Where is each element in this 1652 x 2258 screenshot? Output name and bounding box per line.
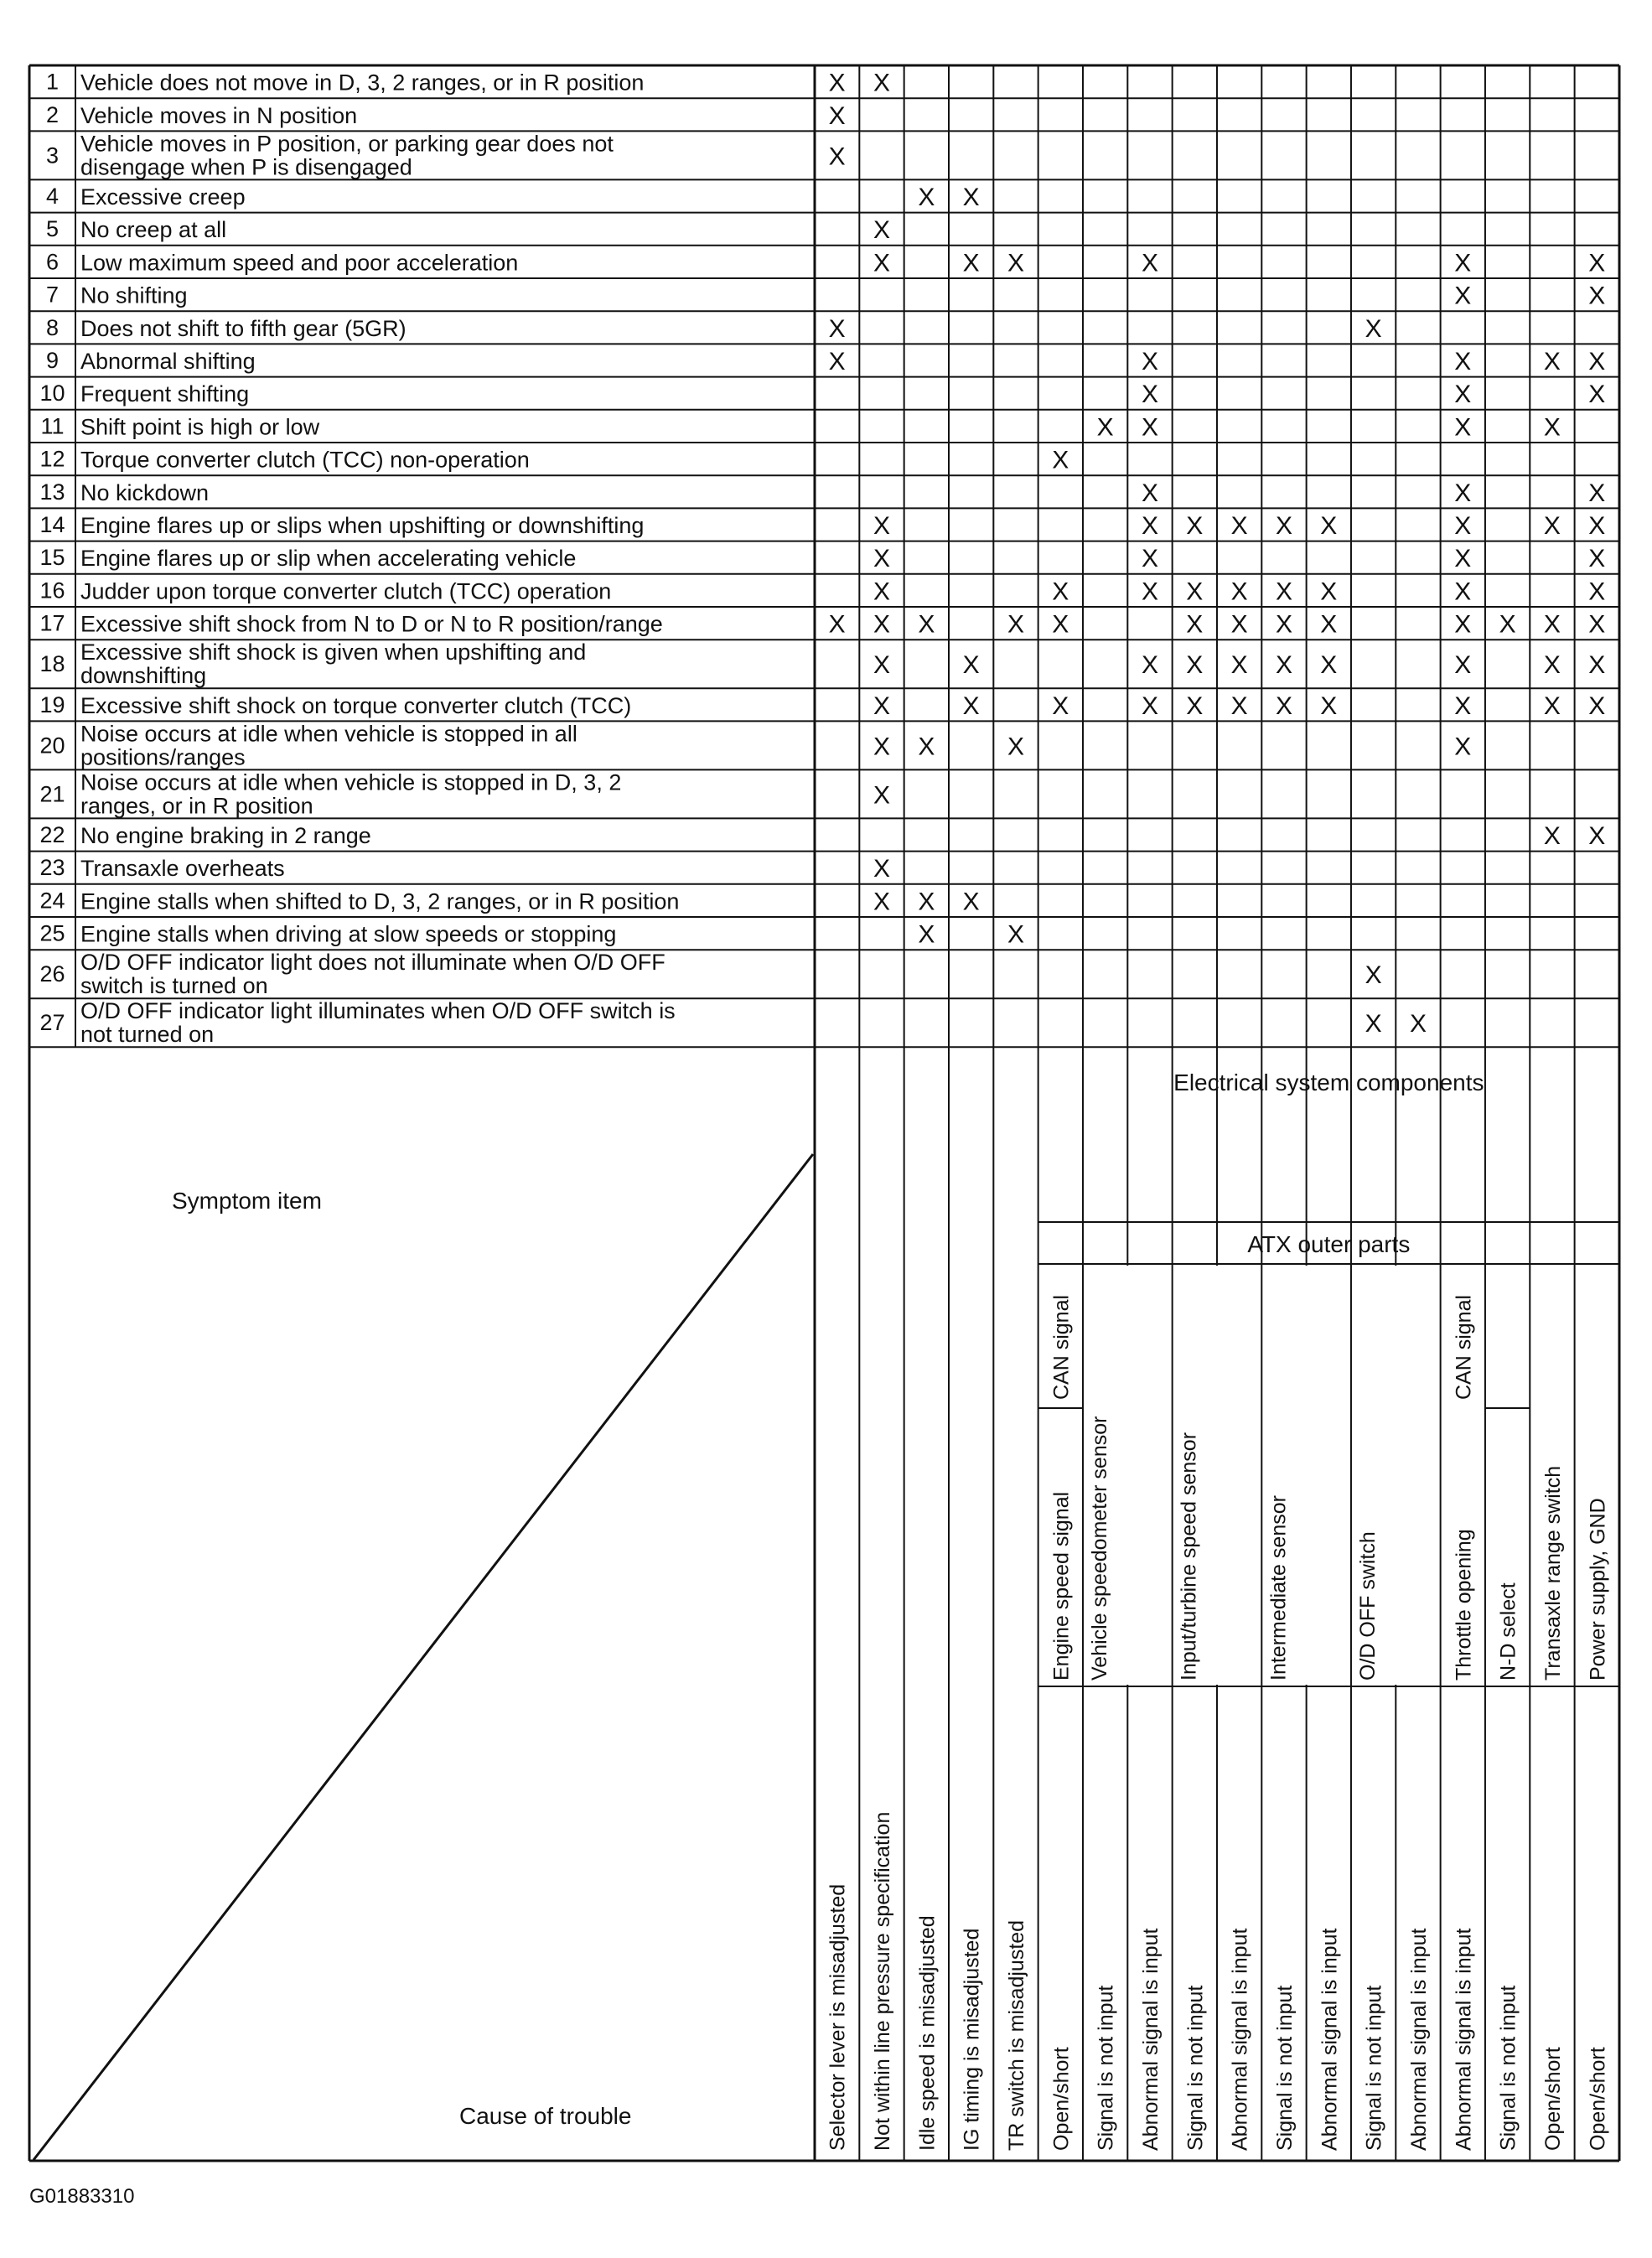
row-number: 25 (39, 920, 65, 946)
group-header: CAN signal (1049, 1294, 1074, 1400)
group-merge-mask (1215, 1266, 1219, 1685)
mark-x: X (1454, 413, 1472, 442)
mark-x: X (1007, 733, 1024, 761)
symptom-text: No engine braking in 2 range (80, 823, 371, 848)
table-row (46, 315, 1382, 343)
mark-x: X (962, 184, 980, 211)
symptom-text: No shifting (80, 282, 188, 308)
symptom-text: O/D OFF indicator light does not illuminate when O/D OFF (80, 950, 665, 976)
row-number: 2 (45, 101, 60, 127)
table-row (39, 512, 1605, 540)
row-number: 17 (39, 610, 65, 636)
table-row (39, 611, 1605, 639)
mark-x: X (1141, 381, 1158, 409)
corner-diagonal (34, 1154, 813, 2160)
group-header: Engine speed signal (1049, 1491, 1074, 1681)
table-row (39, 721, 1471, 769)
mark-x: X (1230, 577, 1248, 606)
mark-x: X (1588, 479, 1606, 507)
mark-x: X (1230, 691, 1248, 720)
symptom-text: not turned on (80, 1022, 215, 1048)
mark-x: X (1365, 961, 1382, 990)
column-header: Signal is not input (1496, 1985, 1520, 2151)
mark-x: X (873, 610, 891, 639)
table-row (39, 822, 1605, 850)
symptom-text: Shift point is high or low (80, 414, 320, 440)
mark-x: X (1052, 577, 1069, 606)
mark-x: X (918, 888, 935, 916)
group-header: O/D OFF switch (1355, 1531, 1380, 1681)
symptom-text: Noise occurs at idle when vehicle is stopped in all (80, 721, 577, 747)
column-header: Signal is not input (1362, 1985, 1386, 2151)
mark-x: X (1454, 545, 1472, 573)
symptom-text: Excessive creep (80, 184, 246, 210)
mark-x: X (1454, 512, 1472, 540)
table-row (39, 855, 890, 883)
symptom-text: Abnormal shifting (80, 349, 256, 374)
table-row (46, 282, 1605, 310)
mark-x: X (1320, 610, 1338, 639)
group-header: Intermediate sensor (1266, 1495, 1291, 1681)
symptom-item-label: Symptom item (172, 1188, 322, 1214)
symptom-text: Engine flares up or slips when upshifting or downshifting (80, 513, 645, 538)
column-header: Selector lever is misadjusted (826, 1883, 850, 2151)
table-row (39, 921, 1024, 949)
mark-x: X (1588, 545, 1606, 573)
symptom-text: Engine stalls when driving at slow speeds or stopping (80, 921, 617, 947)
column-header: Open/short (1049, 2047, 1074, 2151)
mark-x: X (873, 545, 891, 573)
mark-x: X (1320, 651, 1338, 680)
mark-x: X (1141, 577, 1158, 606)
mark-x: X (873, 733, 891, 761)
mark-x: X (1007, 249, 1024, 277)
table-row (46, 131, 846, 179)
mark-x: X (1275, 577, 1292, 606)
group-header: Transaxle range switch (1541, 1465, 1565, 1681)
table-row (39, 998, 1426, 1047)
column-header: Abnormal signal is input (1318, 1928, 1342, 2151)
mark-x: X (1588, 249, 1606, 277)
group-header: Power supply, GND (1586, 1498, 1610, 1681)
row-number: 21 (39, 781, 65, 807)
symptom-text: Vehicle does not move in D, 3, 2 ranges, or in R position (80, 70, 645, 96)
group-header: Throttle opening (1452, 1529, 1476, 1681)
mark-x: X (1007, 920, 1024, 949)
mark-x: X (1141, 512, 1158, 540)
symptom-text: switch is turned on (80, 973, 268, 999)
mark-x: X (873, 781, 891, 810)
mark-x: X (1454, 610, 1472, 639)
group-merge-mask (1305, 1266, 1308, 1685)
mark-x: X (1454, 348, 1472, 375)
table-row (39, 577, 1605, 605)
table-row (39, 640, 1605, 688)
column-header: Abnormal signal is input (1228, 1928, 1252, 2151)
table-grid (29, 65, 1619, 2161)
row-number: 7 (45, 282, 60, 308)
table-row (39, 769, 890, 818)
table-row (39, 950, 1381, 998)
row-number: 22 (39, 822, 65, 847)
mark-x: X (1141, 348, 1158, 375)
table-row (46, 102, 846, 130)
row-number: 14 (39, 512, 65, 537)
mark-x: X (1588, 512, 1606, 540)
symptom-text: Vehicle moves in P position, or parking gear does not (80, 131, 614, 157)
row-number: 10 (39, 381, 65, 407)
column-header: Not within line pressure specification (870, 1811, 894, 2151)
mark-x: X (1275, 512, 1292, 540)
mark-x: X (1409, 1010, 1427, 1038)
mark-x: X (1141, 651, 1158, 680)
mark-x: X (1543, 691, 1561, 720)
row-number: 12 (39, 446, 65, 472)
symptom-text: Torque converter clutch (TCC) non-operation (80, 447, 530, 473)
row-number: 1 (45, 69, 60, 95)
group-header: N-D select (1496, 1582, 1520, 1681)
column-header: Idle speed is misadjusted (915, 1915, 940, 2151)
row-number: 23 (39, 855, 65, 881)
row-number: 26 (39, 961, 65, 987)
mark-x: X (828, 314, 846, 343)
table-row (46, 216, 890, 244)
column-header: IG timing is misadjusted (960, 1928, 984, 2151)
row-number: 18 (39, 651, 65, 677)
mark-x: X (1141, 691, 1158, 720)
symptom-text: Excessive shift shock on torque converter clutch (TCC) (80, 692, 632, 718)
table-row (46, 70, 890, 97)
mark-x: X (1543, 413, 1561, 442)
symptom-text: positions/ranges (80, 744, 246, 770)
symptom-text: Noise occurs at idle when vehicle is stopped in D, 3, 2 (80, 769, 622, 795)
row-number: 9 (45, 348, 60, 373)
symptom-text: Low maximum speed and poor acceleration (80, 250, 519, 276)
symptom-text: Vehicle moves in N position (80, 102, 358, 128)
symptom-text: O/D OFF indicator light illuminates when O/D OFF switch is (80, 998, 676, 1024)
mark-x: X (828, 348, 846, 375)
mark-x: X (873, 512, 891, 540)
figure-code: G01883310 (29, 2185, 135, 2208)
mark-x: X (873, 691, 891, 720)
mark-x: X (873, 577, 891, 606)
mark-x: X (1186, 512, 1204, 540)
mark-x: X (1275, 691, 1292, 720)
mark-x: X (962, 651, 980, 680)
symptom-text: Excessive shift shock from N to D or N to R position/range (80, 611, 663, 637)
mark-x: X (1186, 610, 1204, 639)
symptom-text: Frequent shifting (80, 381, 250, 407)
symptom-text: Transaxle overheats (80, 856, 285, 882)
mark-x: X (1588, 610, 1606, 639)
mark-x: X (1454, 249, 1472, 277)
group-header: CAN signal (1452, 1294, 1476, 1400)
mark-x: X (873, 216, 891, 245)
mark-x: X (1454, 479, 1472, 507)
mark-x: X (1454, 381, 1472, 409)
mark-x: X (1096, 413, 1114, 442)
group-header: Input/turbine speed sensor (1177, 1432, 1201, 1681)
mark-x: X (1543, 822, 1561, 850)
mark-x: X (1454, 651, 1472, 680)
group-merge-mask (1394, 1266, 1397, 1685)
mark-x: X (962, 888, 980, 916)
mark-x: X (873, 249, 891, 277)
mark-x: X (1141, 545, 1158, 573)
mark-x: X (1141, 479, 1158, 507)
table-row (39, 888, 979, 915)
mark-x: X (1052, 610, 1069, 639)
column-header: Signal is not input (1094, 1985, 1118, 2151)
mark-x: X (1186, 691, 1204, 720)
mark-x: X (873, 651, 891, 680)
symptom-text: downshifting (80, 663, 207, 689)
table-row (46, 348, 1605, 375)
mark-x: X (918, 733, 935, 761)
row-number: 5 (45, 216, 60, 242)
mark-x: X (828, 610, 846, 639)
mark-x: X (1230, 512, 1248, 540)
mark-x: X (1230, 651, 1248, 680)
mark-x: X (1454, 733, 1472, 761)
mark-x: X (1007, 610, 1024, 639)
symptom-text: Judder upon torque converter clutch (TCC) operation (80, 578, 612, 604)
symptom-text: Excessive shift shock is given when upshifting and (80, 640, 587, 665)
symptom-text: No creep at all (80, 217, 227, 243)
row-number: 3 (45, 142, 60, 168)
column-header: Open/short (1541, 2047, 1565, 2151)
cause-of-trouble-label: Cause of trouble (459, 2103, 632, 2129)
row-number: 15 (39, 545, 65, 571)
mark-x: X (873, 855, 891, 883)
mark-x: X (918, 610, 935, 639)
column-header: Abnormal signal is input (1452, 1928, 1476, 2151)
mark-x: X (1365, 1010, 1382, 1038)
mark-x: X (1543, 348, 1561, 375)
mark-x: X (1186, 577, 1204, 606)
row-number: 24 (39, 888, 65, 914)
column-header: Signal is not input (1272, 1985, 1297, 2151)
row-number: 20 (39, 733, 65, 759)
row-number: 6 (45, 249, 60, 275)
mark-x: X (1052, 446, 1069, 474)
mark-x: X (962, 249, 980, 277)
group-merge-mask (1126, 1266, 1129, 1685)
mark-x: X (1320, 577, 1338, 606)
row-number: 16 (39, 577, 65, 603)
mark-x: X (1230, 610, 1248, 639)
table-row (39, 479, 1605, 507)
mark-x: X (1588, 282, 1606, 310)
mark-x: X (1275, 610, 1292, 639)
mark-x: X (1543, 512, 1561, 540)
symptom-text: disengage when P is disengaged (80, 154, 412, 180)
mark-x: X (1141, 249, 1158, 277)
electrical-components-header: Electrical system components (1173, 1069, 1484, 1096)
atx-outer-parts-header: ATX outer parts (1247, 1231, 1411, 1257)
mark-x: X (1454, 691, 1472, 720)
group-header: Vehicle speedometer sensor (1087, 1416, 1111, 1681)
corner-cell (34, 1154, 813, 2160)
mark-x: X (1499, 610, 1516, 639)
row-number: 27 (39, 1010, 65, 1036)
mark-x: X (962, 691, 980, 720)
symptom-text: Does not shift to fifth gear (5GR) (80, 315, 407, 341)
mark-x: X (1588, 577, 1606, 606)
table-row (46, 249, 1605, 277)
column-header: Signal is not input (1183, 1985, 1208, 2151)
table-row (39, 447, 1069, 474)
mark-x: X (873, 69, 891, 97)
mark-x: X (1320, 691, 1338, 720)
mark-x: X (1588, 348, 1606, 375)
mark-x: X (873, 888, 891, 916)
symptom-text: Engine stalls when shifted to D, 3, 2 ranges, or in R position (80, 888, 680, 914)
mark-x: X (828, 142, 846, 171)
column-header: Abnormal signal is input (1406, 1928, 1431, 2151)
mark-x: X (1365, 314, 1382, 343)
mark-x: X (828, 101, 846, 130)
mark-x: X (918, 920, 935, 949)
mark-x: X (1543, 610, 1561, 639)
row-number: 4 (45, 184, 60, 209)
symptom-text: ranges, or in R position (80, 793, 313, 819)
table-row (39, 692, 1605, 720)
mark-x: X (1588, 822, 1606, 850)
column-header: Open/short (1586, 2047, 1610, 2151)
row-number: 19 (39, 691, 65, 717)
row-number: 8 (45, 314, 60, 340)
table-row (39, 381, 1605, 408)
mark-x: X (1454, 282, 1472, 310)
mark-x: X (1454, 577, 1472, 606)
table-row (46, 184, 980, 211)
mark-x: X (1543, 651, 1561, 680)
mark-x: X (1186, 651, 1204, 680)
mark-x: X (1320, 512, 1338, 540)
symptom-text: Engine flares up or slip when accelerating vehicle (80, 546, 577, 572)
mark-x: X (1588, 691, 1606, 720)
symptom-rows (39, 70, 1605, 1048)
mark-x: X (918, 184, 935, 211)
row-number: 13 (39, 479, 65, 505)
table-row (40, 413, 1560, 441)
table-row (39, 545, 1605, 572)
column-header: Abnormal signal is input (1138, 1928, 1163, 2151)
mark-x: X (1588, 651, 1606, 680)
mark-x: X (1275, 651, 1292, 680)
mark-x: X (828, 69, 846, 97)
mark-x: X (1141, 413, 1158, 442)
mark-x: X (1588, 381, 1606, 409)
symptom-text: No kickdown (80, 479, 210, 505)
row-number: 11 (40, 413, 65, 439)
column-header: TR switch is misadjusted (1004, 1919, 1028, 2151)
mark-x: X (1052, 691, 1069, 720)
